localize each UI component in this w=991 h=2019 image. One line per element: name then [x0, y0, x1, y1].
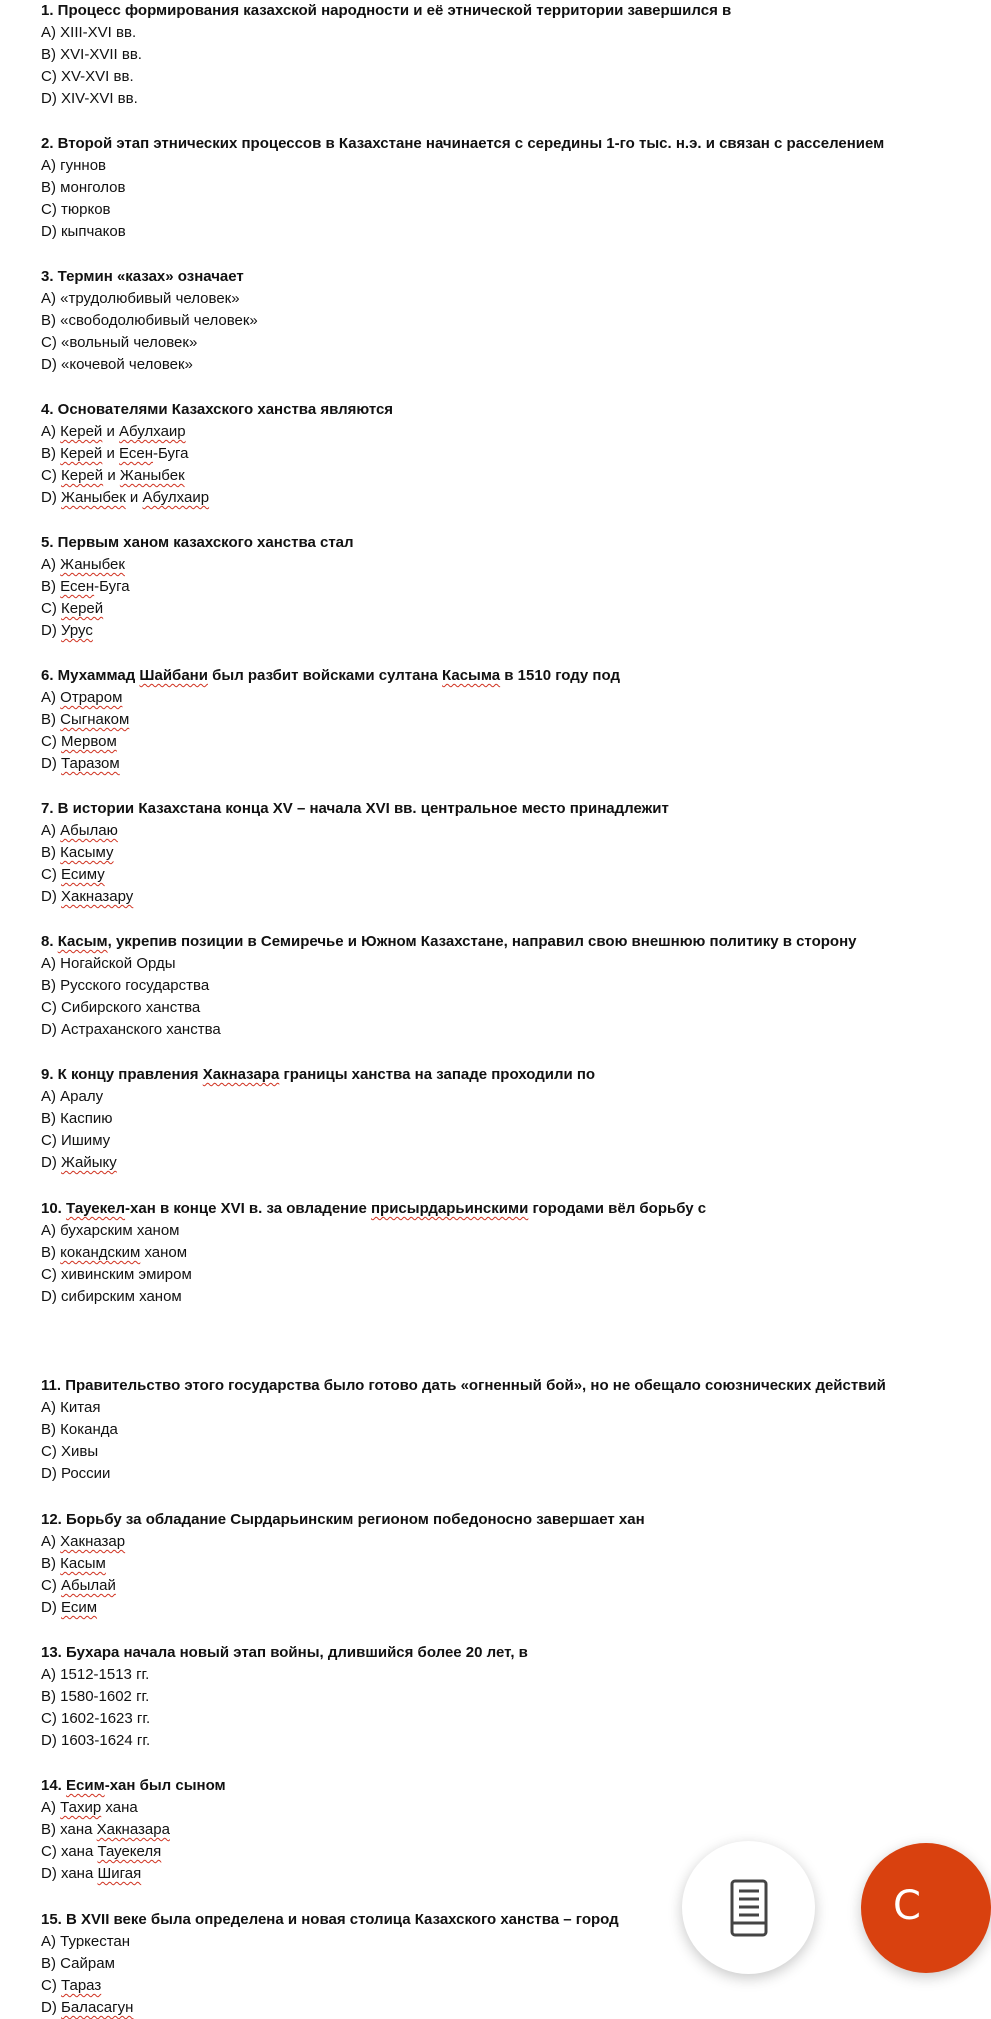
text-run: 12. Борьбу за обладание Сырдарьинским регионом победоносно завершает хан — [41, 1511, 645, 1528]
text-run: A) — [41, 822, 61, 839]
answer-option — [41, 953, 901, 975]
text-run: C) Ишиму — [41, 1132, 111, 1149]
answer-option — [41, 199, 901, 221]
text-run: и — [125, 489, 143, 506]
answer-option — [41, 1686, 901, 1708]
answer-option — [41, 22, 901, 44]
text-run: -хан в конце XVI в. за овладение — [125, 1200, 371, 1217]
text-run: D) — [41, 1154, 61, 1171]
spellcheck-word: Тараз — [61, 1977, 102, 1994]
text-run: 14. — [41, 1777, 67, 1794]
text-run: 15. В XVII веке была определена и новая столица Казахского ханства – город — [41, 1911, 619, 1928]
question-title — [41, 931, 901, 953]
spellcheck-word: Шайбани — [139, 667, 208, 684]
answer-option — [41, 88, 901, 110]
spellcheck-word: Абулхаир — [142, 489, 210, 506]
question-block — [41, 1064, 901, 1174]
text-run: D) кыпчаков — [41, 223, 126, 240]
text-run: 10. — [41, 1200, 67, 1217]
text-run: и — [102, 445, 120, 462]
answer-option — [41, 1152, 901, 1174]
question-title — [41, 133, 901, 155]
answer-option — [41, 1019, 901, 1041]
document-fab-button[interactable] — [682, 1841, 815, 1974]
text-run: A) — [41, 1533, 61, 1550]
text-run: и — [103, 467, 120, 484]
spellcheck-word: Керей — [61, 600, 104, 617]
text-run: C) — [41, 1577, 61, 1594]
text-run: A) Аралу — [41, 1088, 104, 1105]
answer-option — [41, 1286, 901, 1308]
text-run: , укрепив позиции в Семиречье и Южном Казахстане, направил свою внешнюю политику в сторону — [107, 933, 857, 950]
spellcheck-word: Касыму — [60, 844, 114, 861]
text-run: C) хана — [41, 1843, 98, 1860]
text-run: C) XV-XVI вв. — [41, 68, 134, 85]
spellcheck-word: кокандским — [60, 1244, 141, 1261]
question-block — [41, 665, 901, 775]
question-block — [41, 133, 901, 243]
question-title — [41, 532, 901, 554]
spellcheck-word: Жайыку — [61, 1154, 117, 1171]
question-title — [41, 1198, 901, 1220]
text-run: 8. — [41, 933, 58, 950]
text-run: городами вёл борьбу с — [528, 1200, 707, 1217]
text-run: B) Каспию — [41, 1110, 113, 1127]
spellcheck-word: Абулхаир — [119, 423, 186, 440]
answer-option — [41, 576, 901, 598]
text-run: 6. Мухаммад — [41, 667, 140, 684]
question-block — [41, 532, 901, 642]
answer-option — [41, 421, 901, 443]
spellcheck-word: Тахир — [60, 1799, 102, 1816]
question-block — [41, 798, 901, 908]
question-block — [41, 1509, 901, 1619]
text-run: D) — [41, 489, 61, 506]
answer-option — [41, 709, 901, 731]
text-run: 3. Термин «казах» означает — [41, 268, 244, 285]
text-run: B) Коканда — [41, 1421, 118, 1438]
answer-option — [41, 554, 901, 576]
text-run: C) Сибирского ханства — [41, 999, 201, 1016]
spellcheck-word: Мервом — [61, 733, 117, 750]
text-run: D) «кочевой человек» — [41, 356, 193, 373]
answer-option — [41, 1463, 901, 1485]
text-run: -Буга — [94, 578, 130, 595]
spellcheck-word: Абылай — [61, 1577, 116, 1594]
answer-option — [41, 753, 901, 775]
spellcheck-word: Керей — [60, 423, 103, 440]
question-block — [41, 1642, 901, 1752]
spellcheck-word: Есим — [61, 1599, 98, 1616]
question-title — [41, 665, 901, 687]
text-run: был разбит войсками султана — [207, 667, 443, 684]
spellcheck-word: Сыгнаком — [60, 711, 130, 728]
text-run: C) — [41, 866, 61, 883]
answer-option — [41, 1242, 901, 1264]
text-run: B) монголов — [41, 179, 126, 196]
text-run: A) XIII-XVI вв. — [41, 24, 137, 41]
text-run: C) 1602-1623 гг. — [41, 1710, 151, 1727]
answer-option — [41, 1730, 901, 1752]
spellcheck-word: Есен — [60, 578, 95, 595]
spellcheck-word: Керей — [60, 445, 103, 462]
answer-option — [41, 1531, 901, 1553]
answer-option — [41, 1086, 901, 1108]
text-run: A) 1512-1513 гг. — [41, 1666, 150, 1683]
text-run: B) — [41, 445, 61, 462]
answer-option — [41, 1553, 901, 1575]
answer-option — [41, 731, 901, 753]
spellcheck-word: Хакназар — [60, 1533, 126, 1550]
text-run: D) России — [41, 1465, 111, 1482]
answer-option — [41, 487, 901, 509]
text-run: D) — [41, 622, 61, 639]
question-title — [41, 1375, 901, 1397]
answer-option — [41, 1975, 901, 1997]
text-run: D) — [41, 1999, 61, 2016]
question-block — [41, 1375, 901, 1485]
text-run: хана — [101, 1799, 138, 1816]
text-run: 7. В истории Казахстана конца XV – начала XVI вв. центральное место принадлежит — [41, 800, 669, 817]
text-run: D) — [41, 755, 61, 772]
answer-option — [41, 1264, 901, 1286]
text-run: границы ханства на западе проходили по — [279, 1066, 596, 1083]
text-run: D) — [41, 888, 61, 905]
spellcheck-word: Абылаю — [60, 822, 118, 839]
text-run: B) — [41, 844, 61, 861]
spellcheck-word: Касым — [57, 933, 108, 950]
text-run: A) гуннов — [41, 157, 107, 174]
question-block — [41, 266, 901, 376]
answer-option — [41, 1575, 901, 1597]
text-run: C) хивинским эмиром — [41, 1266, 192, 1283]
spellcheck-word: Касым — [60, 1555, 106, 1572]
answer-option — [41, 1797, 901, 1819]
text-run: A) Туркестан — [41, 1933, 131, 1950]
question-title — [41, 1775, 901, 1797]
text-run: в 1510 году под — [500, 667, 620, 684]
answer-option — [41, 997, 901, 1019]
text-run: D) 1603-1624 гг. — [41, 1732, 151, 1749]
answer-option — [41, 354, 901, 376]
text-run: A) «трудолюбивый человек» — [41, 290, 240, 307]
text-run: 4. Основателями Казахского ханства являются — [41, 401, 394, 418]
spellcheck-word: Отраром — [60, 689, 123, 706]
spellcheck-word: Тауекеля — [97, 1843, 162, 1860]
answer-option — [41, 1397, 901, 1419]
text-run: и — [102, 423, 120, 440]
question-block — [41, 399, 901, 509]
text-run: -хан был сыном — [104, 1777, 226, 1794]
text-run: A) Китая — [41, 1399, 101, 1416]
spellcheck-word: Жаныбек — [61, 489, 126, 506]
answer-option — [41, 620, 901, 642]
text-run: ханом — [140, 1244, 188, 1261]
text-run: B) Сайрам — [41, 1955, 115, 1972]
spellcheck-word: Тауекел — [66, 1200, 126, 1217]
answer-option — [41, 1997, 901, 2019]
text-run: 1. Процесс формирования казахской народности и её этнической территории завершился в — [41, 2, 732, 19]
text-run: C) — [41, 1977, 61, 1994]
answer-option — [41, 221, 901, 243]
answer-option — [41, 155, 901, 177]
answer-option — [41, 886, 901, 908]
answer-option — [41, 598, 901, 620]
text-run: A) бухарским ханом — [41, 1222, 180, 1239]
text-run: D) — [41, 1599, 61, 1616]
text-run: 13. Бухара начала новый этап войны, длившийся более 20 лет, в — [41, 1644, 528, 1661]
question-title — [41, 399, 901, 421]
text-run: D) сибирским ханом — [41, 1288, 182, 1305]
question-title — [41, 1064, 901, 1086]
answer-option — [41, 1597, 901, 1619]
spellcheck-word: Таразом — [61, 755, 120, 772]
answer-option — [41, 1419, 901, 1441]
answer-option — [41, 1819, 901, 1841]
text-run: B) — [41, 1244, 61, 1261]
spellcheck-word: Жаныбек — [119, 467, 185, 484]
answer-option — [41, 443, 901, 465]
question-block — [41, 931, 901, 1041]
text-run: C) «вольный человек» — [41, 334, 198, 351]
text-run: C) — [41, 467, 61, 484]
answer-option — [41, 687, 901, 709]
spellcheck-word: Жаныбек — [60, 556, 125, 573]
answer-option — [41, 1441, 901, 1463]
spellcheck-word: Касыма — [442, 667, 501, 684]
text-run: D) XIV-XVI вв. — [41, 90, 138, 107]
spellcheck-word: Хакназара — [96, 1821, 170, 1838]
next-fab-button[interactable] — [861, 1843, 991, 1973]
spellcheck-word: Хакназара — [202, 1066, 280, 1083]
question-title — [41, 0, 901, 22]
text-run: 5. Первым ханом казахского ханства стал — [41, 534, 354, 551]
answer-option — [41, 465, 901, 487]
text-run: 2. Второй этап этнических процессов в Казахстане начинается с середины 1-го тыс. н.э. и связан с расселением — [41, 135, 885, 152]
answer-option — [41, 842, 901, 864]
text-run: A) — [41, 423, 61, 440]
text-run: A) — [41, 1799, 61, 1816]
answer-option — [41, 310, 901, 332]
text-run: B) «свободолюбивый человек» — [41, 312, 258, 329]
document-icon — [729, 1878, 769, 1938]
text-run: 9. К концу правления — [41, 1066, 203, 1083]
text-run: B) — [41, 578, 61, 595]
spellcheck-word: Керей — [61, 467, 104, 484]
question-title — [41, 798, 901, 820]
next-fab-label: С — [893, 1883, 921, 1929]
answer-option — [41, 1664, 901, 1686]
question-title — [41, 1642, 901, 1664]
answer-option — [41, 864, 901, 886]
answer-option — [41, 1108, 901, 1130]
answer-option — [41, 1708, 901, 1730]
spellcheck-word: Урус — [61, 622, 93, 639]
text-run: D) хана — [41, 1865, 98, 1882]
answer-option — [41, 44, 901, 66]
spellcheck-word: Есим — [66, 1777, 105, 1794]
text-run: -Буга — [153, 445, 189, 462]
spellcheck-word: Баласагун — [61, 1999, 134, 2016]
answer-option — [41, 1220, 901, 1242]
spellcheck-word: Есиму — [61, 866, 105, 883]
answer-option — [41, 820, 901, 842]
answer-option — [41, 288, 901, 310]
spellcheck-word: присырдарьинскими — [370, 1200, 529, 1217]
answer-option — [41, 975, 901, 997]
spellcheck-word: Есен — [119, 445, 154, 462]
text-run: D) Астраханского ханства — [41, 1021, 221, 1038]
spellcheck-word: Шигая — [97, 1865, 142, 1882]
text-run: B) Русского государства — [41, 977, 210, 994]
answer-option — [41, 332, 901, 354]
question-block — [41, 0, 901, 110]
text-run: A) — [41, 689, 61, 706]
question-block — [41, 1198, 901, 1308]
text-run: B) — [41, 1555, 61, 1572]
spellcheck-word: Хакназару — [61, 888, 134, 905]
text-run: B) хана — [41, 1821, 97, 1838]
text-run: B) 1580-1602 гг. — [41, 1688, 150, 1705]
answer-option — [41, 177, 901, 199]
answer-option — [41, 1130, 901, 1152]
text-run: A) — [41, 556, 61, 573]
text-run: C) тюрков — [41, 201, 111, 218]
text-run: B) XVI-XVII вв. — [41, 46, 142, 63]
text-run: C) — [41, 600, 61, 617]
text-run: C) — [41, 733, 61, 750]
answer-option — [41, 66, 901, 88]
text-run: C) Хивы — [41, 1443, 99, 1460]
question-title — [41, 1509, 901, 1531]
text-run: A) Ногайской Орды — [41, 955, 176, 972]
question-title — [41, 266, 901, 288]
text-run: 11. Правительство этого государства было готово дать «огненный бой», но не обещало союзнических действий — [41, 1377, 886, 1394]
text-run: B) — [41, 711, 61, 728]
